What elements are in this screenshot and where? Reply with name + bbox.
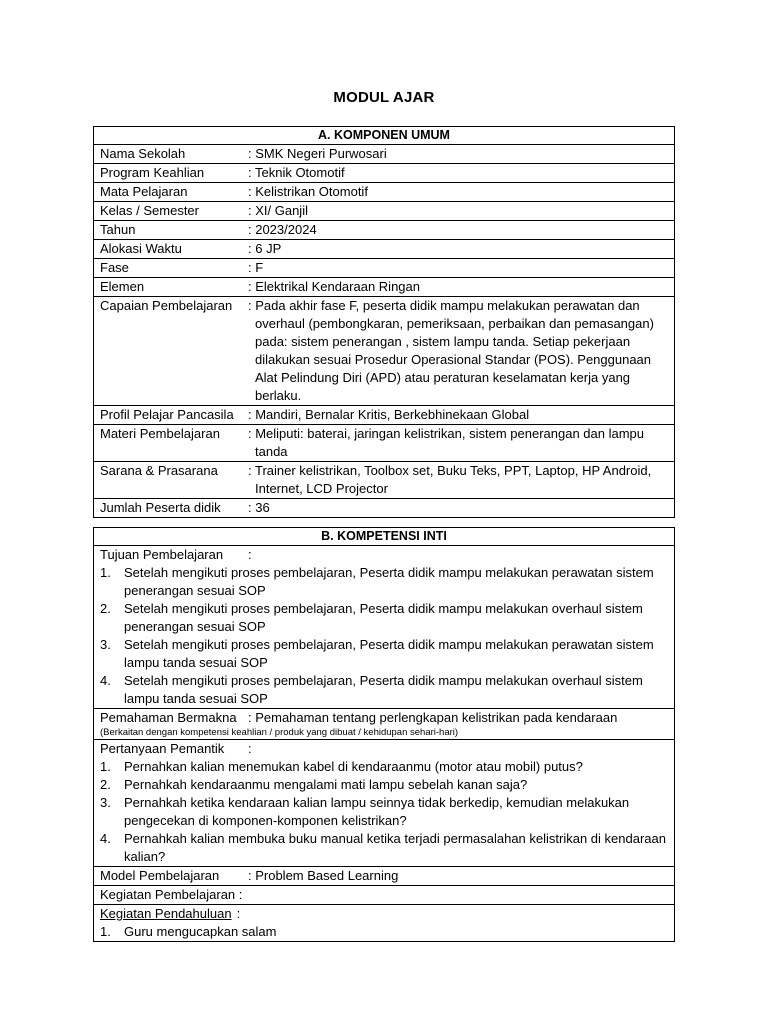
- model-pembelajaran-cell: [94, 867, 675, 886]
- pemahaman-note: (Berkaitan dengan kompetensi keahlian / produk yang dibuat / kehidupan sehari-hari): [100, 727, 459, 738]
- list-item: [100, 830, 668, 866]
- row-value: : Mandiri, Bernalar Kritis, Berkebhinekaan Global: [248, 407, 530, 422]
- document-title: MODUL AJAR: [333, 89, 435, 106]
- table-row: [94, 240, 675, 259]
- list-item: [100, 758, 668, 776]
- list-item: [100, 672, 668, 708]
- model-value: : Problem Based Learning: [248, 868, 399, 883]
- row-value: : F: [248, 260, 264, 275]
- table-row: [94, 164, 675, 183]
- row-value: : 6 JP: [248, 241, 282, 256]
- komponen-umum-table: [93, 126, 675, 518]
- row-value: : Pada akhir fase F, peserta didik mampu melakukan perawatan dan overhaul (pembongkaran, pemeriksaan, perbaikan dan pemasangan) pada: sistem penerangan , sistem lampu tanda. Setiap pekerjaan dilakukan sesuai Prosedur Operasional Standar (POS). Penggunaan Alat Pelindung Diri (APD) atau peraturan keselamatan kerja yang berlaku.: [248, 298, 654, 403]
- table-row: [94, 406, 675, 425]
- kegiatan-label: Kegiatan Pembelajaran :: [100, 887, 243, 902]
- row-label: Profil Pelajar Pancasila: [100, 407, 234, 422]
- item-number: 3.: [100, 637, 111, 652]
- row-label: Tahun: [100, 222, 136, 237]
- pendahuluan-list: [100, 923, 668, 941]
- item-number: 4.: [100, 831, 111, 846]
- row-label: Jumlah Peserta didik: [100, 500, 221, 515]
- table-row: [94, 221, 675, 240]
- item-text: Pernahkan kalian menemukan kabel di kendaraanmu (motor atau mobil) putus?: [124, 759, 583, 774]
- list-item: [100, 794, 668, 830]
- row-value: : 2023/2024: [248, 222, 317, 237]
- row-label: Alokasi Waktu: [100, 241, 182, 256]
- item-text: Setelah mengikuti proses pembelajaran, Peserta didik mampu melakukan overhaul sistem lampu tanda sesuai SOP: [124, 673, 643, 706]
- row-label: Sarana & Prasarana: [100, 463, 218, 478]
- row-label: Mata Pelajaran: [100, 184, 188, 199]
- item-text: Setelah mengikuti proses pembelajaran, Peserta didik mampu melakukan perawatan sistem lampu tanda sesuai SOP: [124, 637, 654, 670]
- table-row: [94, 499, 675, 518]
- kegiatan-pendahuluan-cell: [94, 905, 675, 942]
- list-item: [100, 636, 668, 672]
- pertanyaan-colon: :: [248, 741, 252, 756]
- table-row: [94, 297, 675, 406]
- item-number: 4.: [100, 673, 111, 688]
- table-row: [94, 462, 675, 499]
- row-label: Program Keahlian: [100, 165, 205, 180]
- list-item: [100, 600, 668, 636]
- tujuan-label: Tujuan Pembelajaran: [100, 547, 224, 562]
- pemahaman-bermakna-cell: [94, 709, 675, 740]
- pendahuluan-label: Kegiatan Pendahuluan: [100, 906, 232, 921]
- list-item: [100, 564, 668, 600]
- item-text: Pernahkah kendaraanmu mengalami mati lampu sebelah kanan saja?: [124, 777, 528, 792]
- table-row: [94, 259, 675, 278]
- table-row: [94, 425, 675, 462]
- item-number: 1.: [100, 759, 111, 774]
- row-value: : Trainer kelistrikan, Toolbox set, Buku Teks, PPT, Laptop, HP Android, Internet, LCD Projector: [248, 463, 652, 496]
- pemahaman-label: Pemahaman Bermakna: [100, 710, 237, 725]
- section-a-heading: A. KOMPONEN UMUM: [94, 127, 675, 145]
- row-label: Capaian Pembelajaran: [100, 298, 233, 313]
- row-value: : Elektrikal Kendaraan Ringan: [248, 279, 420, 294]
- table-row: [94, 202, 675, 221]
- row-value: : Meliputi: baterai, jaringan kelistrikan, sistem penerangan dan lampu tanda: [248, 426, 644, 459]
- row-label: Nama Sekolah: [100, 146, 186, 161]
- item-text: Guru mengucapkan salam: [124, 924, 277, 939]
- list-item: [100, 776, 668, 794]
- item-text: Pernahkah kalian membuka buku manual ketika terjadi permasalahan kelistrikan di kendaraan kalian?: [124, 831, 666, 864]
- row-label: Elemen: [100, 279, 145, 294]
- row-value: : Kelistrikan Otomotif: [248, 184, 368, 199]
- item-number: 2.: [100, 601, 111, 616]
- table-row: [94, 183, 675, 202]
- list-item: [100, 923, 668, 941]
- kegiatan-pembelajaran-cell: [94, 886, 675, 905]
- item-number: 2.: [100, 777, 111, 792]
- item-number: 1.: [100, 924, 111, 939]
- kompetensi-inti-table: [93, 527, 675, 942]
- model-label: Model Pembelajaran: [100, 868, 220, 883]
- row-value: : SMK Negeri Purwosari: [248, 146, 387, 161]
- pertanyaan-label: Pertanyaan Pemantik: [100, 741, 225, 756]
- row-label: Kelas / Semester: [100, 203, 199, 218]
- row-label: Fase: [100, 260, 129, 275]
- table-row: [94, 145, 675, 164]
- item-text: Setelah mengikuti proses pembelajaran, Peserta didik mampu melakukan overhaul sistem penerangan sesuai SOP: [124, 601, 643, 634]
- pemahaman-value: : Pemahaman tentang perlengkapan kelistrikan pada kendaraan: [248, 710, 618, 725]
- tujuan-colon: :: [248, 547, 252, 562]
- pertanyaan-pemantik-cell: [94, 740, 675, 867]
- row-value: : XI/ Ganjil: [248, 203, 308, 218]
- section-b-heading: B. KOMPETENSI INTI: [94, 528, 675, 546]
- tujuan-list: [100, 564, 668, 708]
- row-label: Materi Pembelajaran: [100, 426, 220, 441]
- tujuan-pembelajaran-cell: [94, 546, 675, 709]
- item-number: 3.: [100, 795, 111, 810]
- pendahuluan-colon: :: [236, 906, 241, 921]
- pertanyaan-list: [100, 758, 668, 866]
- row-value: : 36: [248, 500, 270, 515]
- row-value: : Teknik Otomotif: [248, 165, 345, 180]
- item-text: Setelah mengikuti proses pembelajaran, Peserta didik mampu melakukan perawatan sistem penerangan sesuai SOP: [124, 565, 654, 598]
- item-text: Pernahkah ketika kendaraan kalian lampu seinnya tidak berkedip, kemudian melakukan pengecekan di komponen-komponen kelistrikan?: [124, 795, 630, 828]
- table-row: [94, 278, 675, 297]
- item-number: 1.: [100, 565, 111, 580]
